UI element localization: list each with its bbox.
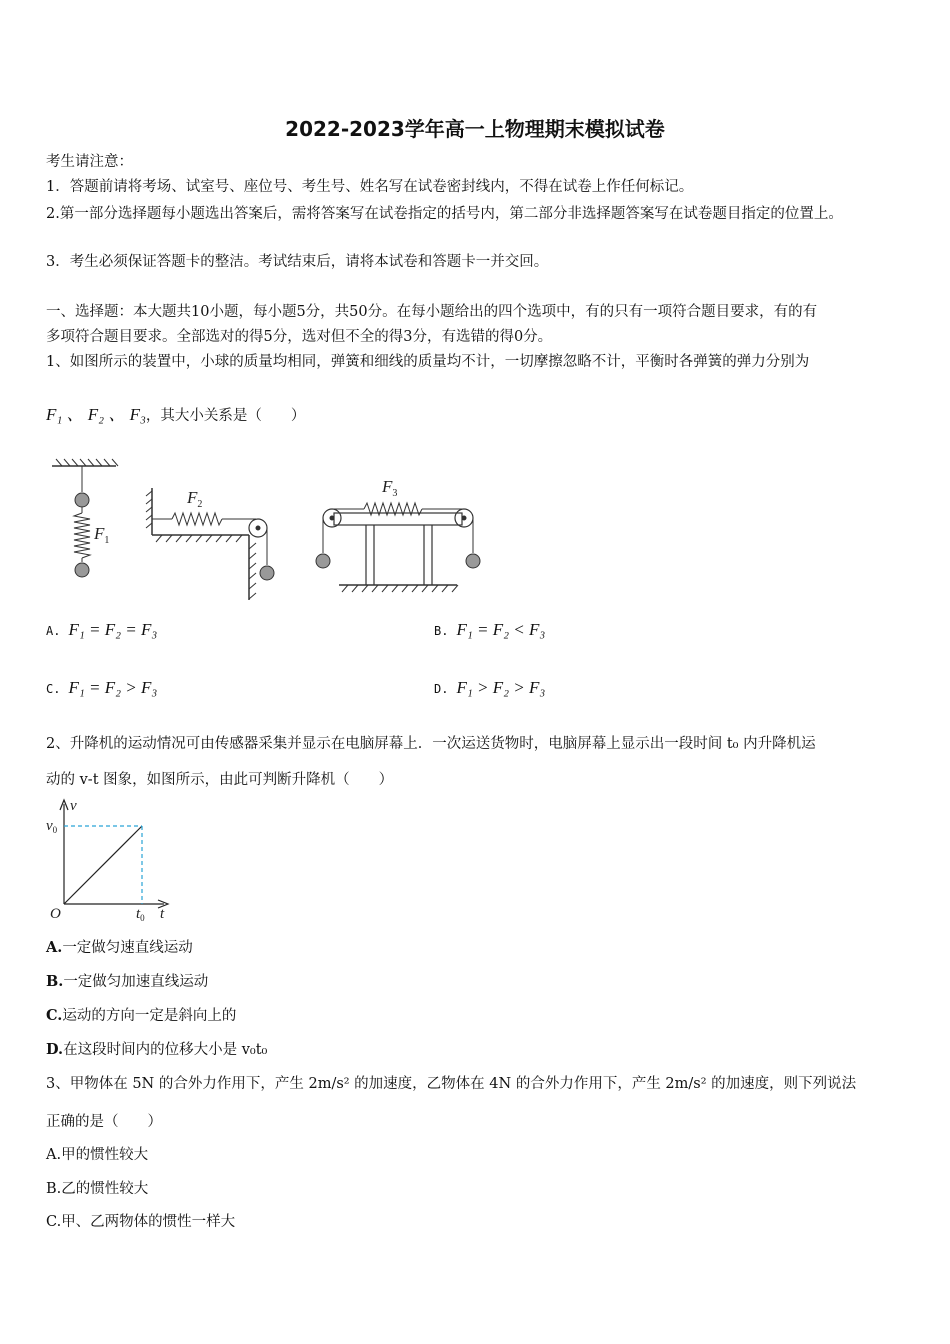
page-title: 2022-2023学年高一上物理期末模拟试卷 <box>285 117 665 141</box>
q2-graph-v-axis-label: v <box>70 798 77 814</box>
notice-item-2: 2.第一部分选择题每小题选出答案后，需将答案写在试卷指定的括号内，第二部分非选择题答案写在试卷题目指定的位置上。 <box>46 206 843 222</box>
q1-option-c-math: F₁ = F₂ > F₃ <box>68 678 158 697</box>
q2-option-c[interactable] <box>46 1006 908 1026</box>
q1-stem-question: ，其大小关系是（ ） <box>145 408 306 424</box>
q1-option-d-label: D. <box>434 682 449 696</box>
section-instruction-line-1: 一、选择题：本大题共10小题，每小题5分，共50分。在每小题给出的四个选项中，有的只有一项符合题目要求，有的有 <box>46 304 818 320</box>
q1-fig2-label: $F_2$ <box>187 488 203 510</box>
q2-option-d-text: 在这段时间内的位移大小是 v₀t₀ <box>63 1042 268 1058</box>
q2-option-d-label: D. <box>46 1041 64 1058</box>
notice-heading: 考生请注意： <box>46 154 133 170</box>
q2-option-b-text: 一定做匀加速直线运动 <box>63 974 209 990</box>
q2-option-a-label: A. <box>46 939 63 956</box>
q1-fig2-pulley-spring <box>146 488 274 600</box>
q2-option-c-label: C. <box>46 1007 63 1024</box>
q1-option-b[interactable] <box>434 620 545 640</box>
q1-fig3-label: $F_3$ <box>382 477 398 499</box>
q3-option-b-label: B. <box>46 1181 62 1197</box>
q2-stem-line-2: 动的 v-t 图象，如图所示，由此可判断升降机（ ） <box>46 772 394 788</box>
q1-force-symbols: F₁ 、 F₂ 、 F₃ <box>46 405 146 424</box>
q2-option-a-text: 一定做匀速直线运动 <box>62 940 193 956</box>
q1-option-c[interactable] <box>46 678 157 698</box>
q3-option-b-text: 乙的惯性较大 <box>61 1181 149 1197</box>
q3-option-b[interactable] <box>46 1179 908 1199</box>
q1-option-a-math: F₁ = F₂ = F₃ <box>68 620 158 639</box>
q3-stem-line-1: 3、甲物体在 5N 的合外力作用下，产生 2m/s² 的加速度，乙物体在 4N 的合外力作用下，产生 2m/s² 的加速度，则下列说法 <box>46 1076 857 1092</box>
q3-option-a[interactable] <box>46 1145 908 1165</box>
section-instruction-line-2: 多项符合题目要求。全部选对的得5分，选对但不全的得3分，有选错的得0分。 <box>46 329 553 345</box>
q1-fig1-hanging-spring <box>52 459 118 577</box>
q2-option-c-text: 运动的方向一定是斜向上的 <box>62 1008 237 1024</box>
q3-option-c-text: 甲、乙两物体的惯性一样大 <box>61 1214 236 1230</box>
q1-option-a-label: A. <box>46 624 61 638</box>
q1-option-b-math: F₁ = F₂ < F₃ <box>456 620 546 639</box>
q2-option-d[interactable] <box>46 1040 908 1060</box>
q2-graph-v0: $v_0$ <box>46 818 58 835</box>
q2-graph-t0: $t_0$ <box>136 906 145 923</box>
q1-figure <box>44 455 494 605</box>
notice-item-3: 3．考生必须保证答题卡的整洁。考试结束后，请将本试卷和答题卡一并交回。 <box>46 254 549 270</box>
q1-option-b-label: B. <box>434 624 449 638</box>
q3-option-a-text: 甲的惯性较大 <box>61 1147 149 1163</box>
q2-option-a[interactable] <box>46 938 908 958</box>
q1-option-a[interactable] <box>46 620 157 640</box>
q2-vt-graph <box>40 796 180 926</box>
q3-option-a-label: A. <box>46 1147 62 1163</box>
q1-fig3-table-pulleys <box>316 503 480 592</box>
q2-graph-origin: O <box>50 906 61 922</box>
q2-option-b[interactable] <box>46 972 908 992</box>
q3-option-c[interactable] <box>46 1212 908 1232</box>
q2-option-b-label: B. <box>46 973 64 990</box>
q2-graph-t-axis-label: t <box>160 906 165 922</box>
q1-stem-line-1: 1、如图所示的装置中，小球的质量均相同，弹簧和细线的质量均不计，一切摩擦忽略不计，平衡时各弹簧的弹力分别为 <box>46 354 810 370</box>
q3-stem-line-2: 正确的是（ ） <box>46 1114 162 1130</box>
q2-stem-line-1: 2、升降机的运动情况可由传感器采集并显示在电脑屏幕上．一次运送货物时，电脑屏幕上显示出一段时间 t₀ 内升降机运 <box>46 736 816 752</box>
q1-option-d-math: F₁ > F₂ > F₃ <box>456 678 546 697</box>
q3-option-c-label: C. <box>46 1214 62 1230</box>
q1-option-c-label: C. <box>46 682 61 696</box>
notice-item-1: 1．答题前请将考场、试室号、座位号、考生号、姓名写在试卷密封线内，不得在试卷上作任何标记。 <box>46 179 694 195</box>
q1-fig1-label: $F_1$ <box>94 524 110 546</box>
q1-stem-line-2 <box>46 405 908 426</box>
q1-option-d[interactable] <box>434 678 545 698</box>
